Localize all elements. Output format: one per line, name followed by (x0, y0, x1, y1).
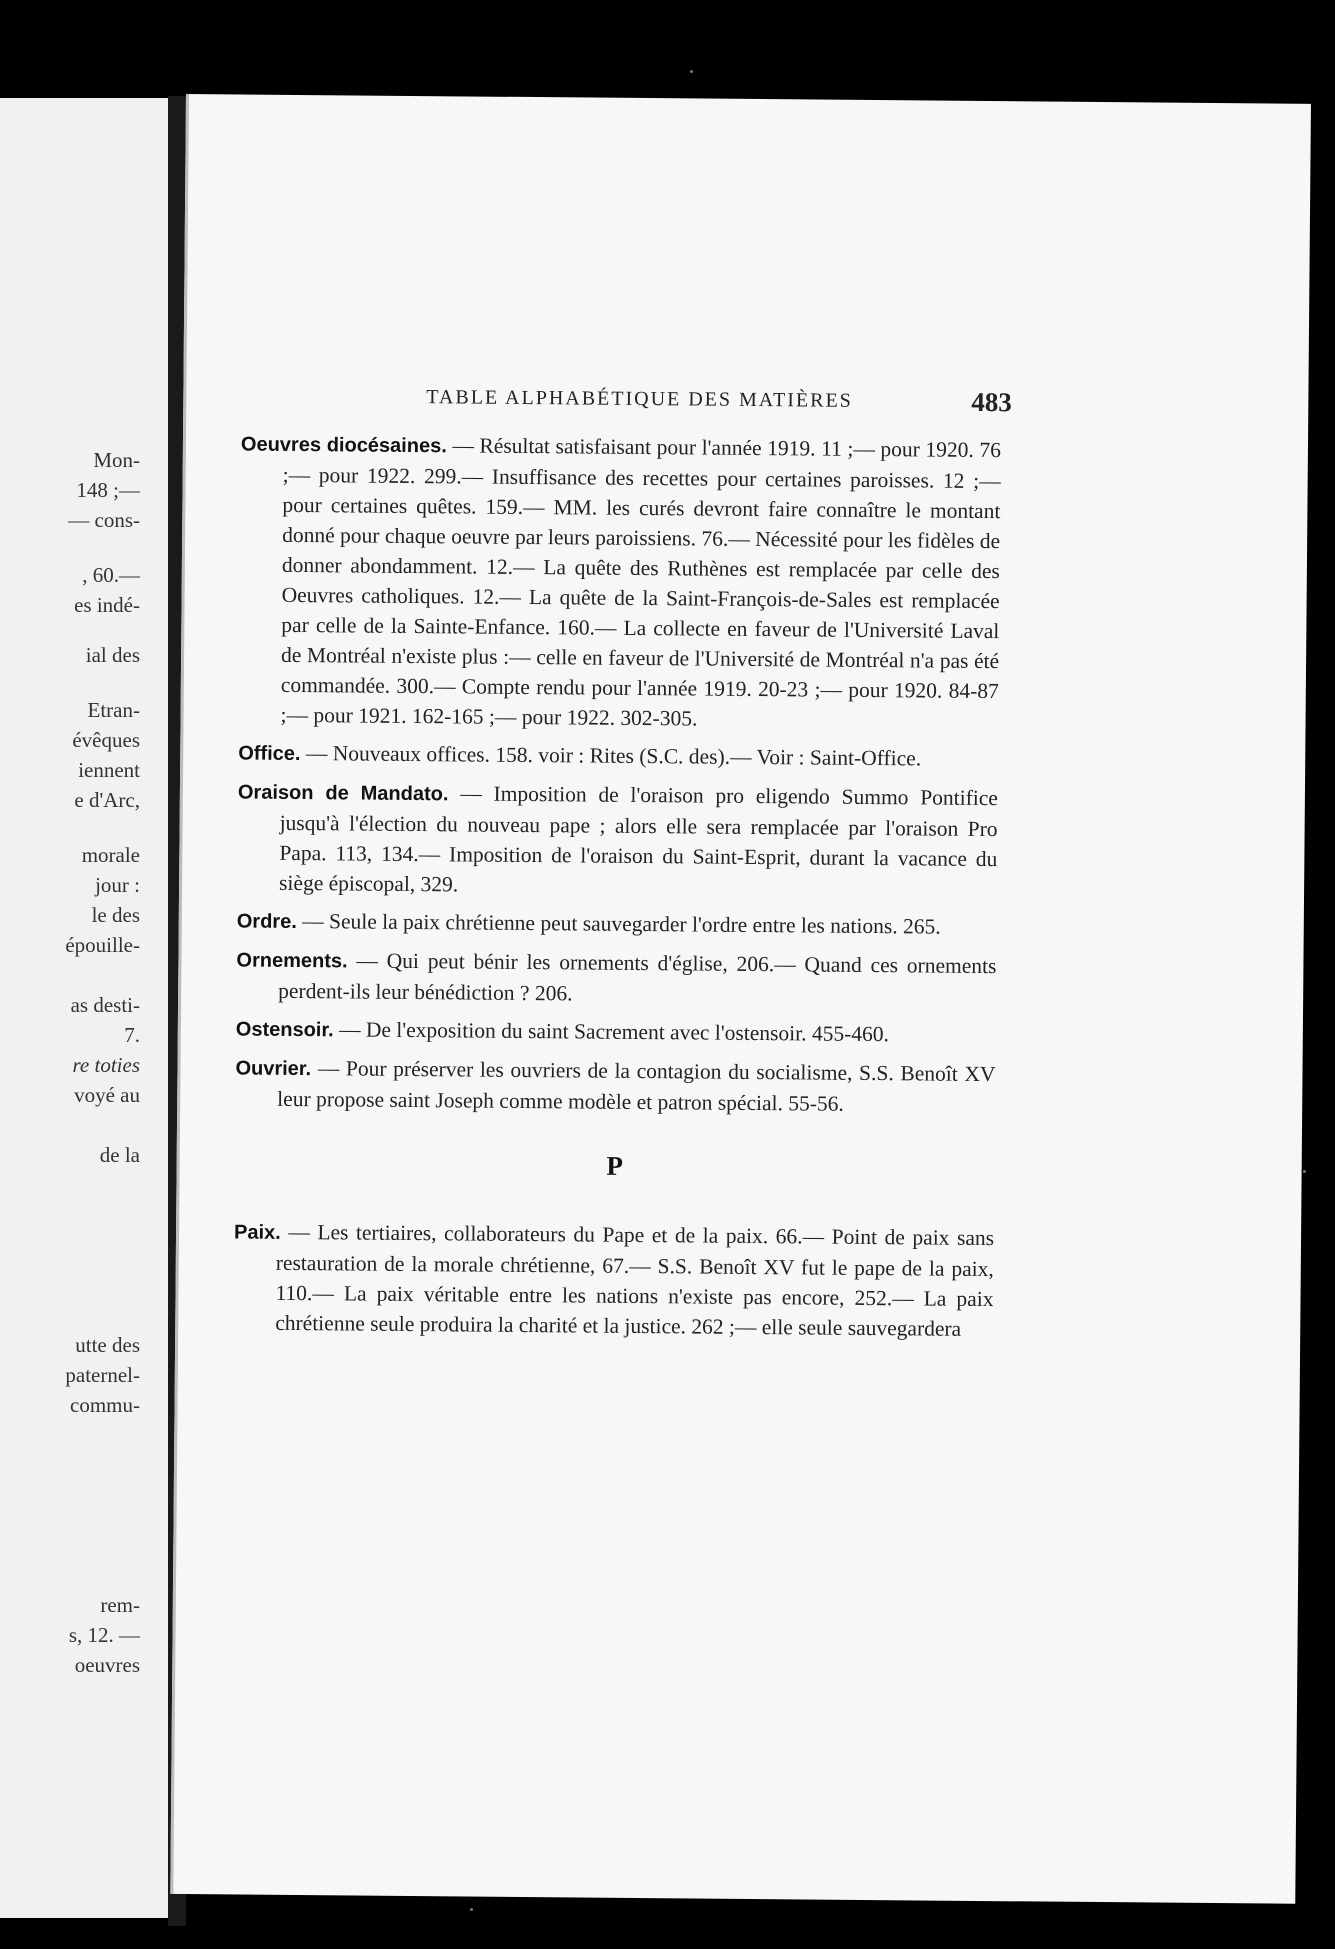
scan-speck (1303, 1170, 1306, 1173)
left-line: iennent (78, 758, 140, 782)
entry-text: — Nouveaux offices. 158. voir : Rites (S.C. des).— Voir : Saint-Office. (305, 741, 922, 771)
running-header: TABLE ALPHABÉTIQUE DES MATIÈRES (426, 386, 853, 412)
page-number: 483 (971, 386, 1012, 418)
entry-heading: Oeuvres diocésaines. (240, 433, 447, 458)
left-line: Etran- (87, 698, 140, 722)
index-entry (233, 1216, 994, 1344)
entry-heading: Ordre. (236, 910, 297, 933)
section-letter: P (606, 1150, 624, 1181)
entry-heading: Paix. (233, 1221, 281, 1244)
left-line: morale (81, 843, 140, 867)
left-line: commu- (70, 1393, 140, 1417)
left-line: de la (99, 1143, 140, 1167)
left-line: , 60.— (82, 563, 140, 587)
entry-heading: Ostensoir. (235, 1018, 334, 1042)
left-line: paternel- (65, 1363, 140, 1387)
left-line: voyé au (74, 1083, 140, 1107)
left-line: oeuvres (74, 1653, 140, 1677)
left-line: es indé- (74, 593, 140, 617)
left-line: rem- (100, 1593, 140, 1617)
index-entry (236, 944, 997, 1012)
entry-heading: Ouvrier. (235, 1057, 312, 1081)
entry-text: — Pour préserver les ouvriers de la contagion du socialisme, S.S. Benoît XV leur propose saint Joseph comme modèle et patron spécial. 55-56. (277, 1056, 996, 1116)
entry-text: — Seule la paix chrétienne peut sauvegarder l'ordre entre les nations. 265. (302, 909, 941, 939)
entry-text: — Qui peut bénir les ornements d'église, 206.— Quand ces ornements perdent-ils leur bénédiction ? 206. (278, 948, 997, 1006)
index-entry (235, 1052, 996, 1120)
left-line: 7. (124, 1023, 140, 1047)
left-line: — cons- (68, 508, 140, 532)
index-entry (238, 737, 998, 775)
entry-heading: Ornements. (236, 949, 348, 973)
entry-heading: Oraison de Mandato. (237, 781, 449, 806)
left-page-fragment (0, 98, 170, 1918)
entry-heading: Office. (238, 742, 301, 766)
entry-text: — Imposition de l'oraison pro eligendo Summo Pontifice jusqu'à l'élection du nouveau pape ; alors elle sera remplacée par l'oraison Pro Papa. 113, 134.— Imposition de l'oraison du Saint-Esprit, durant la vacance du siège épiscopal, 329. (279, 781, 998, 897)
index-entry (237, 776, 998, 904)
left-line: re toties (72, 1053, 140, 1077)
index-page (170, 94, 1311, 1904)
scan-speck (470, 1908, 473, 1911)
index-entry (237, 905, 997, 943)
index-entries (233, 428, 1001, 1352)
left-line: le des (91, 903, 140, 927)
left-line: e d'Arc, (74, 788, 140, 812)
left-line: utte des (75, 1333, 140, 1357)
index-entry (238, 428, 1001, 736)
entry-text: — Les tertiaires, collaborateurs du Pape et de la paix. 66.— Point de paix sans restauration de la morale chrétienne, 67.— S.S. Benoît XV fut le pape de la paix, 110.— La paix véritable entre les nations n'existe pas encore, 252.— La paix chrétienne seule produira la charité et la justice. 262 ;— elle seule sauvegardera (275, 1219, 995, 1341)
left-line: as desti- (70, 993, 140, 1017)
entry-text: — Résultat satisfaisant pour l'année 1919. 11 ;— pour 1920. 76 ;— pour 1922. 299.— Insuffisance des recettes pour certaines paroisses. 12 ;— pour certaines quêtes. 159.— MM. les curés devront faire connaître le montant donné pour chaque oeuvre par leurs paroissiens. 76.— Nécessité pour les fidèles de donner abondamment. 12.— La quête des Ruthènes est remplacée par celle des Oeuvres catholiques. 12.— La quête de la Saint-François-de-Sales est remplacée par celle de la Sainte-Enfance. 160.— La collecte en faveur de l'Université Laval de Montréal n'existe plus :— celle en faveur de l'Université de Montréal n'a pas été commandée. 300.— Compte rendu pour l'année 1919. 20-23 ;— pour 1920. 84-87 ;— pour 1921. 162-165 ;— pour 1922. 302-305. (280, 433, 1002, 731)
left-line: s, 12. — (68, 1623, 140, 1647)
left-line: épouille- (65, 933, 140, 957)
scan-speck (690, 70, 693, 73)
left-line: Mon- (93, 448, 140, 472)
left-line: évêques (72, 728, 140, 752)
left-line: jour : (95, 873, 140, 897)
entry-text: — De l'exposition du saint Sacrement avec l'ostensoir. 455-460. (338, 1017, 890, 1047)
left-line: 148 ;— (76, 478, 140, 502)
index-entry (236, 1013, 996, 1051)
left-line: ial des (85, 643, 140, 667)
